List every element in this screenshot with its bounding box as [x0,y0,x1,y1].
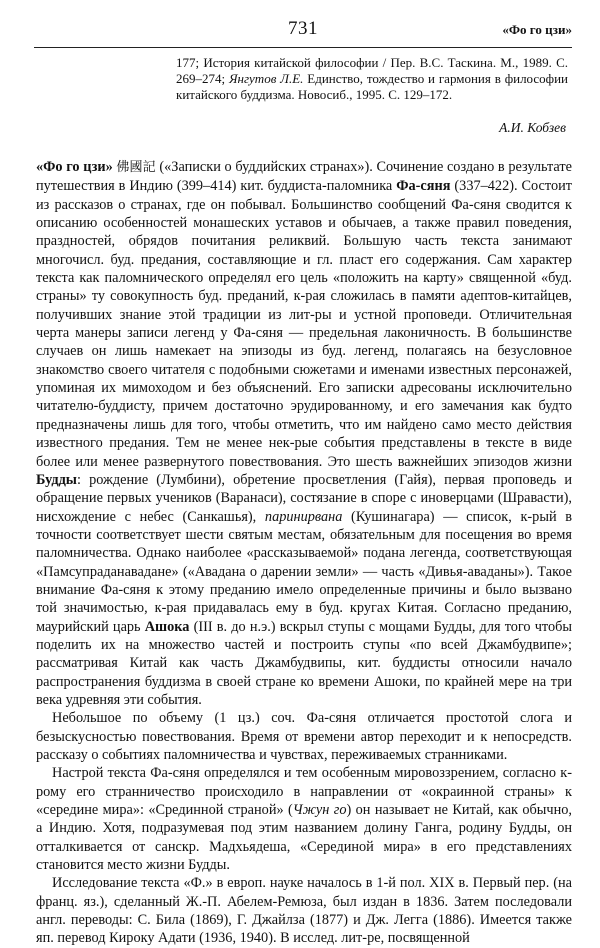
text-run: (337–422). Состоит из рассказов о странах, где он побывал. Большинство сообщений Фа-сяня сводится к описанию особенностей монашеских уставов и обычаев, а также правил поведения, праздностей, обрядов почитания реликвий. Большую часть текста занимают многочисл. буд. предания, составляющие и гл. пласт его содержания. Сам характер текста как паломнического определял его цель «положить на карту» священной «буд. страны» ту совокупность буд. преданий, к-рая сложилась в памяти адептов-китайцев, получивших знание этой традиции из лит-ры и устной проповеди. Отличительная черта манеры записи легенд у Фа-сяня — предельная лаконичность. В большинстве случаев он лишь намекает на эпизоды из буд. легенд, полагаясь на безусловное знакомство своего читателя с подобными сюжетами и именами известных персонажей, упоминая их мимоходом и без объяснений. Его записки адресованы исключительно читателю-буддисту, причем достаточно эрудированному, и его замечания как будто предназначены лишь для того, чтобы отметить, что им найдено само место действия известного предания. Тем не менее нек-рые события представлены в тексте в виде более или менее развернутого повествования. Это шесть важнейших эпизодов жизни [36,178,572,470]
paragraph-1 [36,158,572,709]
paragraph-4: Исследование текста «Ф.» в европ. науке началось в 1-й пол. XIX в. Первый пер. (на франц. яз.), сделанный Ж.-П. Абелем-Ремюза, был издан в 1836. Затем последовали англ. переводы: С. Била (1869), Г. Джайлза (1877) и Дж. Легга (1886). Имеется также яп. перевод Кироку Адати (1936, 1940). В исслед. лит-ре, посвященной [36,875,572,947]
text-run: ) он называет не Китай, как обычно, а Индию. Хотя, подразумевая под этим названием долину Ганга, родину Будды, он отталкивается от санскр. Мадхьядеша, «Серединой мира» в его представлениях становится место жизни Будды. [36,802,572,874]
bibliography-part1: 177; История китайской философии / Пер. В.С. Таскина. М., 1989. С. 269–274; [176,55,568,86]
italic-term-parinirvana: паринирвана [264,508,343,525]
bold-term-fa-xian: Фа-сяня [396,178,451,195]
article-body [36,158,572,948]
bold-term-buddha: Будды [36,471,77,488]
text-run: Настрой текста Фа-сяня определялся и тем особенным мировоззрением, согласно к-рому его странничество происходило в направлении от «окраинной страны» к «середине мира»: «Срединной страной» ( [36,765,572,819]
bold-term-ashoka: Ашока [144,618,190,635]
text-run: (III в. до н.э.) вскрыл ступы с мощами Будды, для того чтобы поделить их на множество частей и построить ступы «по всей Джамбудвипе»; рассматривая Китай как часть Джамбудвипы, кит. буддисты относили начало распространения буддизма в своей стране ко времени Ашоки, по крайней мере на три века удревняя эти события. [36,618,572,708]
running-head: «Фо го цзи» [502,22,572,37]
paragraph-2: Небольшое по объему (1 цз.) соч. Фа-сяня отличается простотой слога и безыскусностью повествования. Время от времени автор переходит и к непосредств. рассказу о событиях паломничества и чувствах, переживаемых странниками. [36,710,572,763]
header-rule [34,47,572,48]
page-number: 731 [288,18,318,39]
article-lemma: «Фо го цзи» [36,159,113,175]
text-run: (Кушинагара) — список, к-рый в точности соответствует шести святым местам, обязательным для посещения во время паломничества. Однако наиболее «рассказываемой» подана легенда, соответствующая «Памсупраданавадане» («Авадана о дарении земли» — часть «Дивья-аваданы»). Такое внимание Фа-сяня к этому преданию имело определенные причины и было вызвано той значимостью, к-рая придавалась ему в буд. кругах Китая. Согласно преданию, маурийский царь [36,508,572,635]
bibliography [176,55,568,103]
paragraph-3 [36,764,572,874]
text-run: : рождение (Лумбини), обретение просветления (Гайя), первая проповедь и обращение первых учеников (Варанаси), состязание в споре с иноверцами (Шравасти), нисхождение с небес (Санкашья), [36,471,572,525]
page-header [34,18,572,48]
article-author: А.И. Кобзев [499,120,566,135]
italic-term-zhong-guo: Чжун го [292,802,347,819]
bibliography-part2: Единство, тождество и гармония в философии китайского буддизма. Новосиб., 1995. С. 129–172. [176,71,568,102]
bibliography-author: Янгутов Л.Е. [228,71,304,86]
lemma-hanzi: 佛國記 [116,160,156,175]
text-run: («Записки о буддийских странах»). Сочинение создано в результате путешествия в Индию (399–414) кит. буддиста-паломника [36,159,572,195]
